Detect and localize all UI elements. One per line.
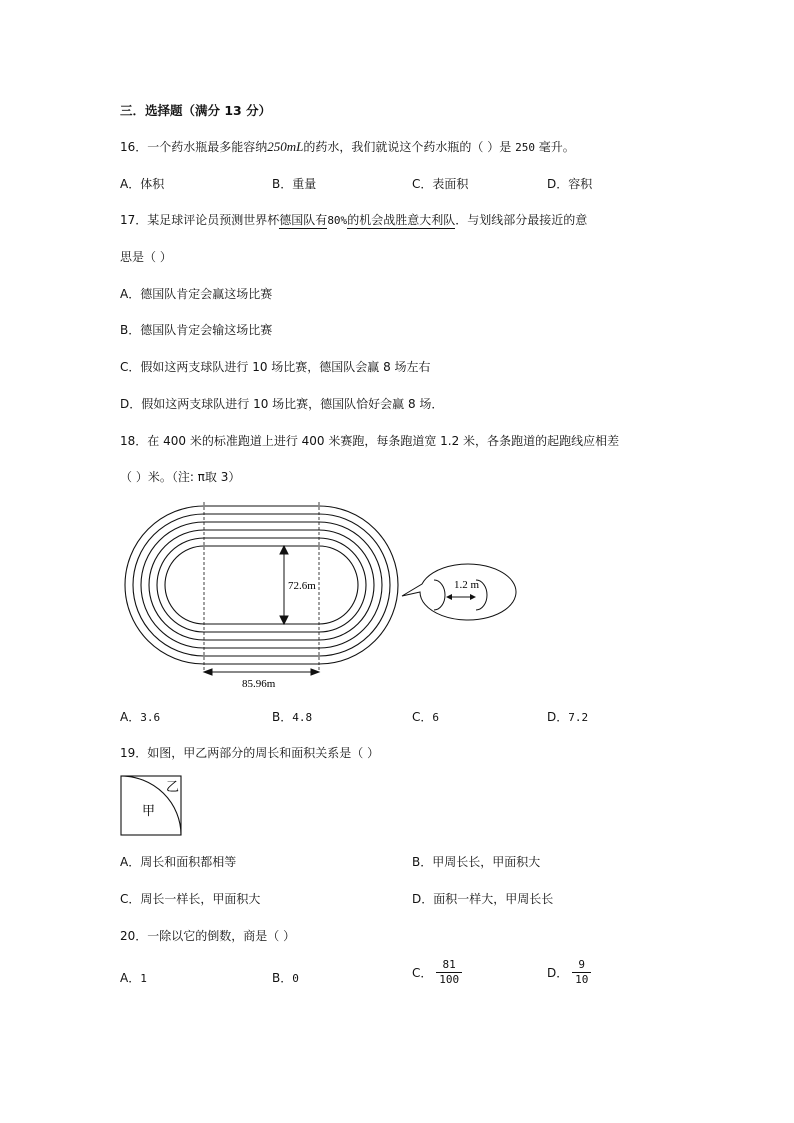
option-b[interactable]	[272, 708, 312, 725]
running-track-figure	[118, 500, 518, 690]
option-text: 重量	[292, 177, 317, 191]
question-text: 一个药水瓶最多能容纳	[147, 140, 268, 154]
option-a[interactable]	[120, 969, 147, 986]
option-letter: A．	[120, 177, 141, 191]
question-number: 19．	[120, 746, 148, 760]
option-letter: D．	[412, 892, 434, 906]
percent-value: 80%	[327, 214, 348, 227]
option-c[interactable]	[412, 175, 468, 192]
question-20	[120, 927, 295, 944]
label-jia: 甲	[142, 804, 156, 819]
question-text: 毫升。	[538, 140, 575, 154]
question-number: 16．	[120, 140, 148, 154]
question-text: 一除以它的倒数，商是（ ）	[147, 929, 296, 943]
option-text: 容积	[568, 177, 593, 191]
option-letter: B．	[272, 177, 293, 191]
option-d[interactable]	[412, 890, 553, 907]
option-c[interactable]	[412, 708, 439, 725]
option-letter: C．	[120, 360, 141, 374]
option-text: 假如这两支球队进行 10 场比赛，德国队会赢 8 场左右	[140, 360, 431, 374]
question-text: 在 400 米的标准跑道上进行 400 米赛跑，每条跑道宽 1.2 米，各条跑道的起跑线应相差	[147, 434, 620, 448]
option-text: 甲周长长，甲面积大	[432, 855, 541, 869]
option-letter: B．	[272, 710, 293, 724]
option-d[interactable]	[547, 175, 592, 192]
option-letter: D．	[547, 710, 569, 724]
underlined-text: 的机会战胜意大利队	[347, 213, 456, 227]
option-a[interactable]	[120, 708, 160, 725]
option-d[interactable]	[120, 395, 443, 412]
option-letter: C．	[120, 892, 141, 906]
option-letter: A．	[120, 710, 141, 724]
option-text: 周长一样长，甲面积大	[140, 892, 261, 906]
option-d[interactable]	[547, 958, 591, 987]
fraction-numerator: 81	[436, 958, 462, 973]
option-b[interactable]	[120, 321, 272, 338]
option-text: 面积一样大，甲周长长	[433, 892, 554, 906]
option-letter: B．	[412, 855, 433, 869]
option-text: 7.2	[568, 711, 589, 724]
number-value: 250	[515, 141, 535, 154]
option-a[interactable]	[120, 285, 272, 302]
label-yi: 乙	[166, 780, 180, 795]
question-17	[120, 211, 587, 228]
option-text: 体积	[140, 177, 165, 191]
option-letter: D．	[547, 966, 569, 980]
question-16	[120, 138, 575, 155]
option-b[interactable]	[412, 853, 540, 870]
option-letter: C．	[412, 710, 433, 724]
option-b[interactable]	[272, 175, 316, 192]
option-text: 表面积	[432, 177, 469, 191]
fraction-numerator: 9	[572, 958, 591, 973]
option-text: 0	[292, 972, 299, 985]
option-letter: D．	[120, 397, 142, 411]
option-letter: C．	[412, 966, 433, 980]
question-number: 17．	[120, 213, 148, 227]
volume-value: 250mL	[267, 139, 304, 154]
option-letter: B．	[272, 971, 293, 985]
fraction	[572, 958, 591, 987]
option-c[interactable]	[120, 358, 431, 375]
option-letter: C．	[412, 177, 433, 191]
question-text: 如图，甲乙两部分的周长和面积关系是（ ）	[147, 746, 380, 760]
option-d[interactable]	[547, 708, 588, 725]
option-letter: A．	[120, 971, 141, 985]
option-c[interactable]	[120, 890, 260, 907]
option-text: 假如这两支球队进行 10 场比赛，德国队恰好会赢 8 场．	[141, 397, 444, 411]
width-label: 85.96m	[242, 678, 276, 690]
fraction-denominator: 100	[439, 973, 460, 986]
question-text: 某足球评论员预测世界杯	[147, 213, 280, 227]
option-a[interactable]	[120, 853, 236, 870]
quarter-circle-figure	[120, 775, 184, 837]
question-18	[120, 432, 619, 449]
option-text: 德国队肯定会赢这场比赛	[140, 287, 273, 301]
option-c[interactable]	[412, 958, 462, 987]
question-number: 20．	[120, 929, 148, 943]
lane-width-label: 1.2 m	[454, 579, 480, 591]
fraction	[436, 958, 462, 987]
underlined-text: 德国队有	[279, 213, 328, 227]
option-letter: A．	[120, 855, 141, 869]
option-text: 周长和面积都相等	[140, 855, 237, 869]
option-a[interactable]	[120, 175, 164, 192]
lane-detail-callout	[402, 564, 516, 620]
question-text: ．与划线部分最接近的意	[455, 213, 588, 227]
question-text: 的药水，我们就说这个药水瓶的（ ）是	[303, 140, 512, 154]
option-letter: A．	[120, 287, 141, 301]
option-text: 4.8	[292, 711, 313, 724]
height-arrow	[280, 546, 288, 624]
question-19	[120, 744, 379, 761]
question-number: 18．	[120, 434, 148, 448]
option-b[interactable]	[272, 969, 299, 986]
question-17-line2: 思是（ ）	[120, 250, 172, 264]
fraction-denominator: 10	[575, 973, 589, 986]
height-label: 72.6m	[288, 580, 316, 592]
section-title: 三．选择题（满分 13 分）	[120, 103, 272, 118]
width-arrow	[204, 669, 319, 675]
option-letter: B．	[120, 323, 141, 337]
option-text: 德国队肯定会输这场比赛	[140, 323, 273, 337]
track-lanes	[125, 506, 398, 664]
option-letter: D．	[547, 177, 569, 191]
option-text: 1	[140, 972, 147, 985]
option-text: 6	[432, 711, 440, 724]
option-text: 3.6	[140, 711, 161, 724]
question-18-line2: （ ）米。（注: π取 3）	[120, 470, 241, 484]
